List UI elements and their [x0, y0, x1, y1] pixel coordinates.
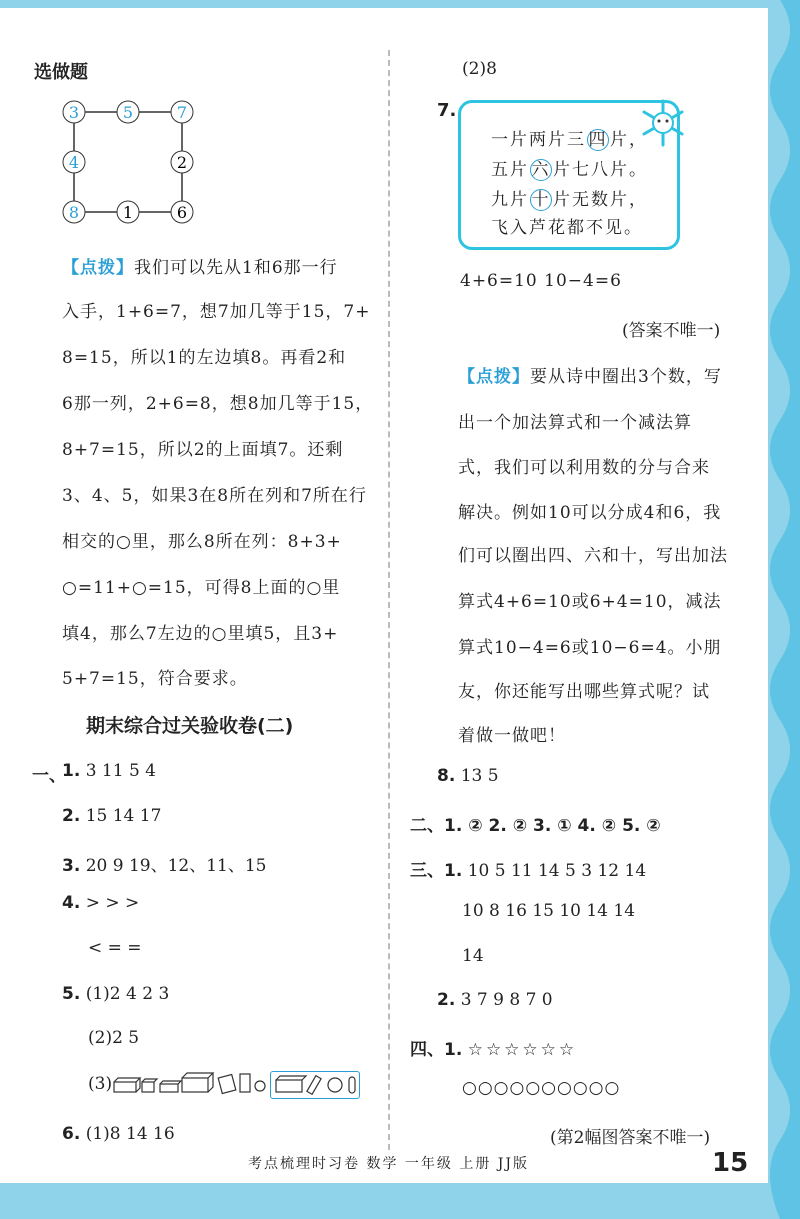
- exam-title: 期末综合过关验收卷(二): [86, 715, 294, 737]
- tip-line: 【点拨】要从诗中圈出3个数，写: [458, 367, 722, 387]
- answer-item: (3): [88, 1074, 113, 1094]
- part4-line: 四、1. ☆☆☆☆☆☆: [410, 1040, 578, 1060]
- tip-line: 着做一做吧！: [458, 726, 566, 746]
- page-number: 15: [712, 1148, 749, 1178]
- part1-prefix: 一、: [32, 766, 66, 786]
- part3-line: 2. 3 7 9 8 7 0: [437, 990, 553, 1010]
- answer-item: 3. 20 9 19、12、11、15: [62, 856, 267, 876]
- note: (答案不唯一): [622, 321, 721, 341]
- tip-line: 算式4+6=10或6+4=10，减法: [458, 592, 722, 612]
- tip-line: 6那一列，2+6=8，想8加几等于15，: [62, 394, 374, 414]
- part3-line: 14: [462, 946, 484, 966]
- tip-line: 友，你还能写出哪些算式呢？试: [458, 682, 710, 702]
- svg-text:5: 5: [122, 103, 134, 122]
- equations: 4+6=10 10−4=6: [460, 271, 622, 291]
- answer-item: 8. 13 5: [437, 766, 499, 786]
- tip-line: 8+7=15，所以2的上面填7。还剩: [62, 440, 344, 460]
- note: (第2幅图答案不唯一): [550, 1128, 711, 1148]
- circles-row: ○○○○○○○○○○: [462, 1078, 621, 1098]
- shape-answer-box: [270, 1071, 360, 1099]
- tip-line: 出一个加法算式和一个减法算: [458, 413, 692, 433]
- poem-line: 五片 六 片七八片。: [491, 160, 648, 180]
- svg-text:1: 1: [122, 203, 134, 222]
- answer-item: (2)2 5: [88, 1028, 140, 1048]
- answer-item: 2. 15 14 17: [62, 806, 162, 826]
- snowflake-icon: [638, 98, 688, 148]
- svg-text:4: 4: [68, 153, 80, 172]
- tip-line: 算式10−4=6或10−6=4。小朋: [458, 638, 722, 658]
- answer-item: 5. (1)2 4 2 3: [62, 984, 170, 1004]
- answer-item: 6. (1)8 14 16: [62, 1124, 175, 1144]
- poem-line: 飞入芦花都不见。: [491, 218, 643, 238]
- answer-item: (2)8: [462, 59, 497, 79]
- tip-line: ○=11+○=15，可得8上面的○里: [62, 578, 341, 598]
- tip-line: 3、4、5，如果3在8所在列和7所在行: [62, 486, 367, 506]
- svg-text:7: 7: [176, 103, 188, 122]
- section-title: 选做题: [34, 62, 88, 83]
- question-number: 7.: [437, 100, 457, 121]
- svg-text:8: 8: [68, 203, 80, 222]
- tip-line: 8=15，所以1的左边填8。再看2和: [62, 348, 347, 368]
- svg-text:6: 6: [176, 203, 188, 222]
- answer-item: 1. 3 11 5 4: [62, 761, 156, 781]
- poem-line: 九片 十 片无数片，: [491, 190, 648, 210]
- poem-line: 一片两片三 四 片，: [491, 130, 648, 150]
- tip-line: 相交的○里，那么8所在列：8+3+: [62, 532, 342, 552]
- svg-text:3: 3: [68, 103, 80, 122]
- column-divider: [388, 50, 390, 1150]
- magic-square-puzzle: [60, 98, 200, 226]
- tip-line: 们可以圈出四、六和十，写出加法: [458, 546, 728, 566]
- tip-line: 填4，那么7左边的○里填5，且3+: [62, 624, 339, 644]
- part3-line: 10 8 16 15 10 14 14: [462, 901, 636, 921]
- svg-text:2: 2: [176, 153, 188, 172]
- answer-item: 4. > > >: [62, 893, 140, 913]
- decorative-wave-border: [760, 0, 800, 1219]
- answer-item: < = =: [88, 938, 142, 958]
- tip-line: 解决。例如10可以分成4和6，我: [458, 503, 722, 523]
- footer-text: 考点梳理时习卷 数学 一年级 上册 JJ版: [248, 1156, 530, 1172]
- part2-answers: 二、1. ② 2. ② 3. ① 4. ② 5. ②: [410, 816, 661, 836]
- tip-line: 入手，1+6=7，想7加几等于15，7+: [62, 302, 371, 322]
- tip-line: 式，我们可以利用数的分与合来: [458, 458, 710, 478]
- tip-line: 5+7=15，符合要求。: [62, 669, 248, 689]
- tip-line: 【点拨】我们可以先从1和6那一行: [62, 258, 338, 278]
- part3-line: 三、1. 10 5 11 14 5 3 12 14: [410, 861, 647, 881]
